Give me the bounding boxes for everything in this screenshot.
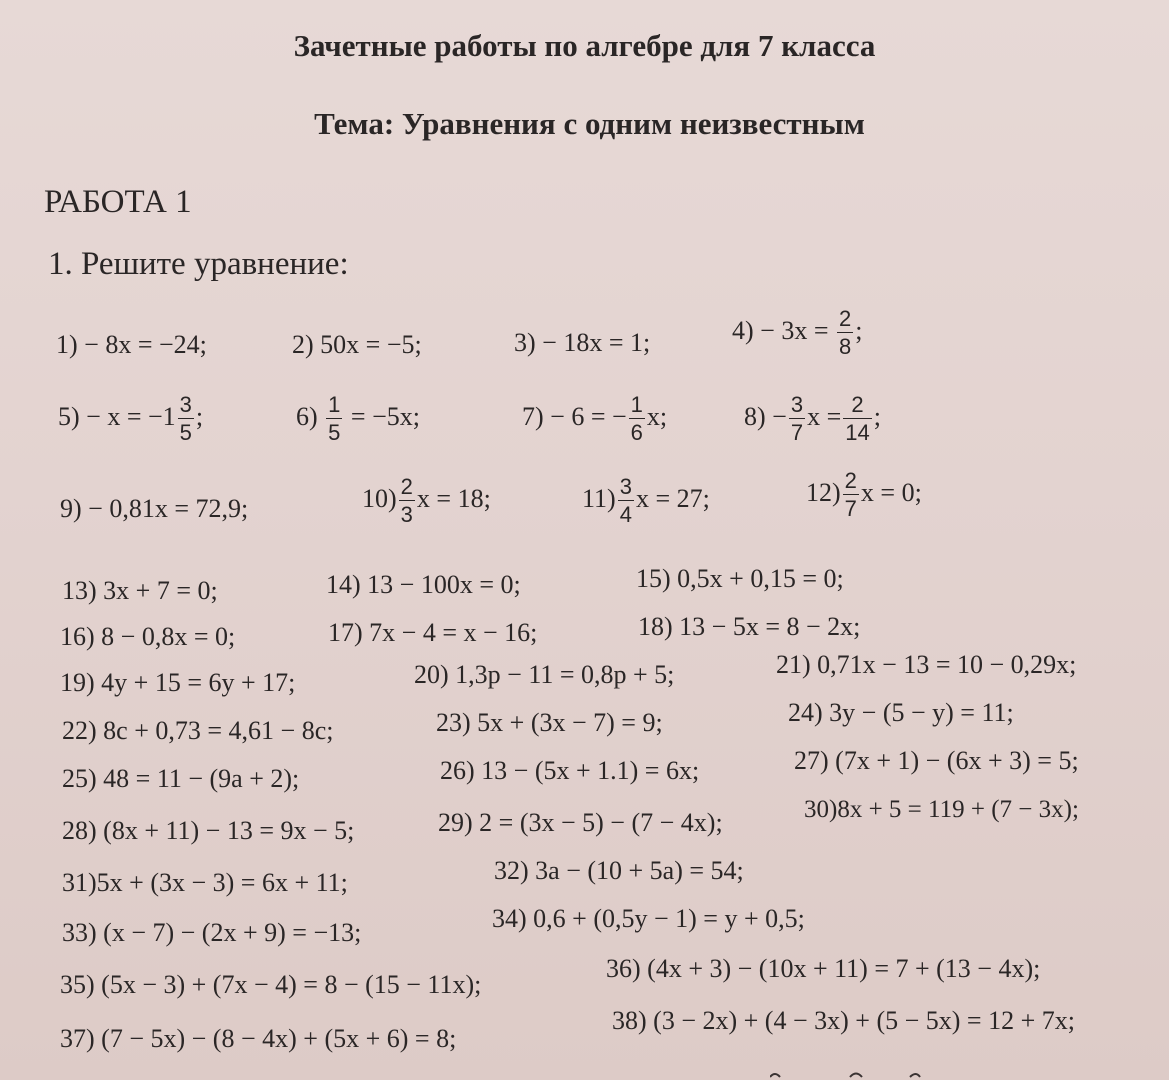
numerator: 2 (844, 468, 857, 493)
fraction (789, 394, 805, 444)
equation-16: 16) 8 − 0,8x = 0; (60, 622, 236, 651)
equation-4-lhs: 4) − 3x = (732, 315, 829, 345)
equation-7-lhs: 7) − 6 = − (522, 401, 627, 431)
equation-11 (582, 476, 710, 526)
denominator: 14 (845, 420, 870, 445)
topic-title: Тема: Уравнения с одним неизвестным (314, 106, 865, 141)
equation-10-rhs: x = 18; (416, 483, 491, 513)
equation-37: 37) (7 − 5x) − (8 − 4x) + (5x + 6) = 8; (60, 1024, 457, 1053)
equation-14: 14) 13 − 100x = 0; (326, 570, 521, 599)
equation-33: 33) (x − 7) − (2x + 9) = −13; (62, 918, 362, 947)
denominator: 8 (838, 334, 852, 359)
numerator: 2 (400, 474, 413, 499)
equation-24: 24) 3y − (5 − y) = 11; (788, 698, 1014, 727)
numerator: 3 (179, 392, 192, 417)
equation-12-num: 12) (806, 477, 841, 507)
equation-31: 31)5x + (3x − 3) = 6x + 11; (62, 868, 348, 897)
equation-13: 13) 3x + 7 = 0; (62, 576, 218, 605)
equation-11-num: 11) (582, 483, 616, 513)
equation-30: 30)8x + 5 = 119 + (7 − 3x); (804, 796, 1079, 823)
equation-8 (744, 394, 881, 444)
denominator: 6 (630, 420, 643, 445)
numerator: 3 (790, 392, 804, 417)
equation-34: 34) 0,6 + (0,5y − 1) = y + 0,5; (492, 904, 805, 933)
numerator: 2 (843, 394, 871, 419)
equation-7 (522, 394, 667, 444)
equation-25: 25) 48 = 11 − (9a + 2); (62, 764, 300, 793)
equation-10-num: 10) (362, 483, 397, 513)
equation-23: 23) 5x + (3x − 7) = 9; (436, 708, 663, 737)
numerator: 1 (630, 392, 643, 417)
equation-7-rhs: x; (646, 401, 668, 431)
equation-10 (362, 476, 491, 526)
numerator: 1 (328, 392, 341, 417)
fraction (629, 394, 645, 444)
equation-5 (58, 394, 203, 444)
equation-6-rhs: = −5x; (350, 401, 420, 431)
equation-32: 32) 3a − (10 + 5a) = 54; (494, 856, 744, 885)
equation-20: 20) 1,3p − 11 = 0,8p + 5; (414, 660, 675, 689)
semicolon: ; (855, 315, 863, 345)
equation-22: 22) 8c + 0,73 = 4,61 − 8c; (62, 716, 334, 745)
equation-26: 26) 13 − (5x + 1.1) = 6x; (440, 756, 700, 785)
equation-11-rhs: x = 27; (635, 483, 710, 513)
fraction (178, 394, 194, 444)
equation-27: 27) (7x + 1) − (6x + 3) = 5; (794, 746, 1079, 775)
equation-6 (296, 394, 420, 444)
equation-4 (732, 308, 862, 358)
fraction (837, 308, 853, 358)
task-label: 1. Решите уравнение: (48, 246, 349, 282)
equation-12-rhs: x = 0; (860, 477, 922, 507)
equation-1: 1) − 8x = −24; (56, 330, 207, 359)
cut-off-ink-marks (770, 1066, 970, 1078)
equation-6-num: 6) (296, 401, 318, 431)
fraction (618, 476, 634, 526)
fraction (843, 394, 871, 444)
denominator: 4 (619, 502, 632, 527)
denominator: 3 (400, 502, 413, 527)
page-title: Зачетные работы по алгебре для 7 класса (293, 28, 876, 63)
numerator: 2 (838, 306, 852, 331)
numerator: 3 (619, 474, 632, 499)
equation-38: 38) (3 − 2x) + (4 − 3x) + (5 − 5x) = 12 + 7x; (612, 1006, 1075, 1035)
equation-9: 9) − 0,81x = 72,9; (60, 494, 249, 523)
equation-12 (806, 470, 922, 520)
semicolon: ; (873, 401, 881, 431)
fraction (843, 470, 859, 520)
denominator: 5 (179, 420, 192, 445)
equation-29: 29) 2 = (3x − 5) − (7 − 4x); (438, 808, 723, 837)
equation-21: 21) 0,71x − 13 = 10 − 0,29x; (776, 650, 1077, 679)
equation-18: 18) 13 − 5x = 8 − 2x; (638, 612, 861, 641)
work-label: РАБОТА 1 (44, 184, 192, 220)
equation-19: 19) 4y + 15 = 6y + 17; (60, 668, 296, 697)
equation-5-lhs: 5) − x = −1 (58, 401, 176, 431)
denominator: 7 (790, 420, 804, 445)
equation-17: 17) 7x − 4 = x − 16; (328, 618, 538, 647)
equation-3: 3) − 18x = 1; (514, 328, 651, 357)
equation-8-mid: x = (807, 401, 842, 431)
equation-35: 35) (5x − 3) + (7x − 4) = 8 − (15 − 11x); (60, 970, 482, 999)
equation-8-num: 8) − (744, 401, 787, 431)
fraction (399, 476, 415, 526)
equation-15: 15) 0,5x + 0,15 = 0; (636, 564, 844, 593)
equation-36: 36) (4x + 3) − (10x + 11) = 7 + (13 − 4x); (606, 954, 1041, 983)
denominator: 5 (328, 420, 341, 445)
equation-28: 28) (8x + 11) − 13 = 9x − 5; (62, 816, 355, 845)
denominator: 7 (844, 496, 857, 521)
semicolon: ; (195, 401, 204, 431)
fraction (326, 394, 342, 444)
equation-2: 2) 50x = −5; (292, 330, 422, 359)
